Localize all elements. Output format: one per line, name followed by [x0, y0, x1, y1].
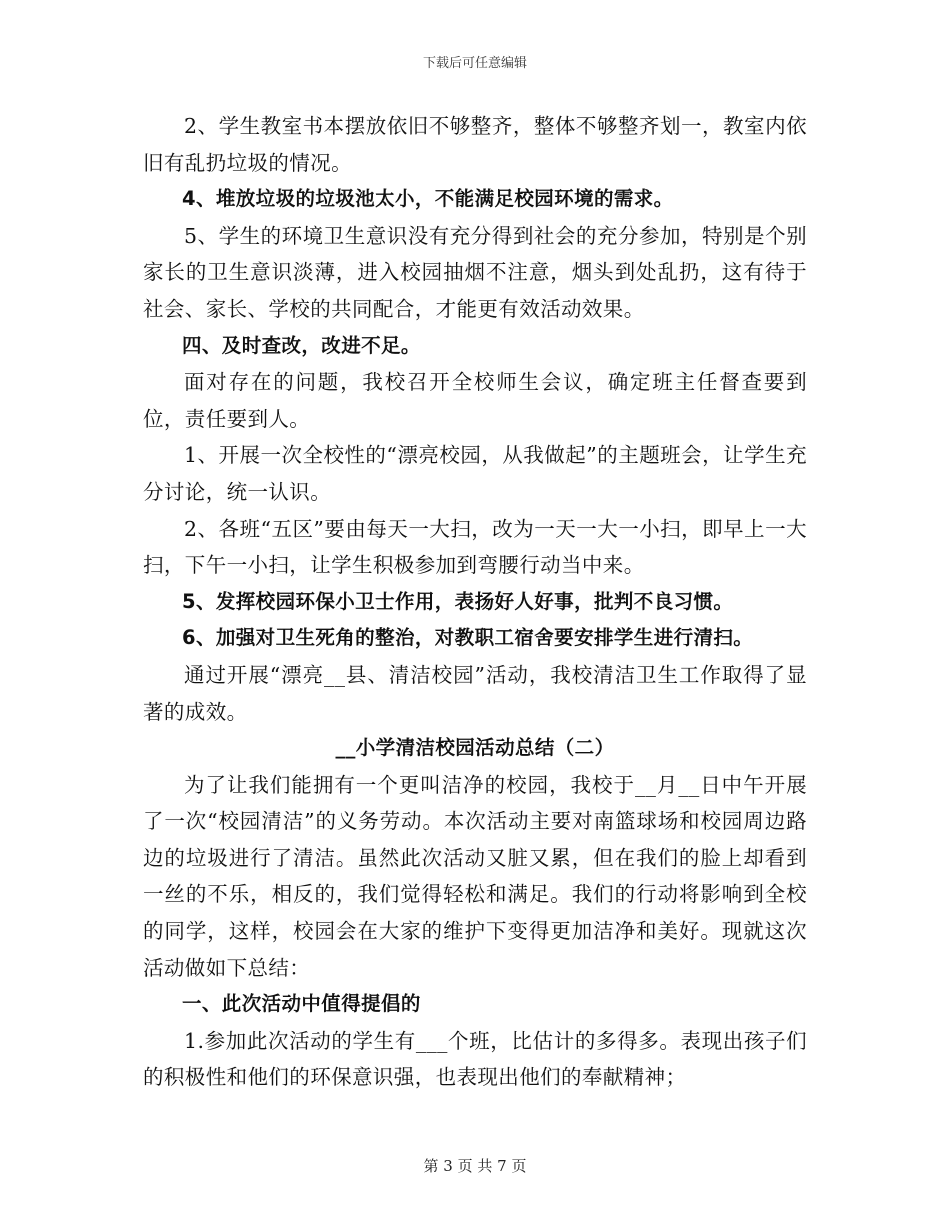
- paragraph-participants: 1.参加此次活动的学生有___个班，比估计的多得多。表现出孩子们的积极性和他们的环保意识强，也表现出他们的奉献精神；: [143, 1028, 807, 1090]
- paragraph-dead-corners: 6、加强对卫生死角的整治，对教职工宿舍要安排学生进行清扫。: [182, 626, 754, 650]
- paragraph-garbage-pool: 4、堆放垃圾的垃圾池太小，不能满足校园环境的需求。: [182, 187, 674, 211]
- paragraph-class-meeting: 1、开展一次全校性的“漂亮校园，从我做起”的主题班会，让学生充分讨论，统一认识。: [143, 443, 807, 504]
- paragraph-meeting: 面对存在的问题，我校召开全校师生会议，确定班主任督查要到位，责任要到人。: [143, 370, 807, 431]
- page-footer: 第 3 页 共 7 页: [423, 1157, 527, 1175]
- paragraph-results: 通过开展“漂亮__县、清洁校园”活动，我校清洁卫生工作取得了显著的成效。: [143, 662, 807, 724]
- document-body: [143, 108, 807, 1096]
- paragraph-eco-guards: 5、发挥校园环保小卫士作用，表扬好人好事，批判不良习惯。: [182, 589, 734, 613]
- section-heading-1: 一、此次活动中值得提倡的: [182, 992, 421, 1016]
- paragraph-classroom-books: 2、学生教室书本摆放依旧不够整齐，整体不够整齐划一，教室内依旧有乱扔垃圾的情况。: [143, 114, 807, 175]
- page-header: 下载后可任意编辑: [422, 56, 527, 71]
- paragraph-activity-intro: 为了让我们能拥有一个更叫洁净的校园，我校于__月__日中午开展了一次“校园清洁”的义务劳动。本次活动主要对南篮球场和校园周边路边的垃圾进行了清洁。虽然此次活动又脏又累，但在我们的脸上却看到一丝的不乐，相反的，我们觉得轻松和满足。我们的行动将影响到全校的同学，这样，校园会在大家的维护下变得更加洁净和美好。现就这次活动做如下总结：: [143, 772, 807, 980]
- paragraph-hygiene-awareness: 5、学生的环境卫生意识没有充分得到社会的充分参加，特别是个别家长的卫生意识淡薄，进入校园抽烟不注意，烟头到处乱扔，这有待于社会、家长、学校的共同配合，才能更有效活动效果。: [143, 223, 807, 321]
- paragraph-cleaning-schedule: 2、各班“五区”要由每天一大扫，改为一天一大一小扫，即早上一大扫，下午一小扫，让学生积极参加到弯腰行动当中来。: [143, 516, 807, 578]
- section-title-2: __小学清洁校园活动总结（二）: [335, 736, 615, 760]
- section-heading-4: 四、及时查改，改进不足。: [182, 333, 421, 357]
